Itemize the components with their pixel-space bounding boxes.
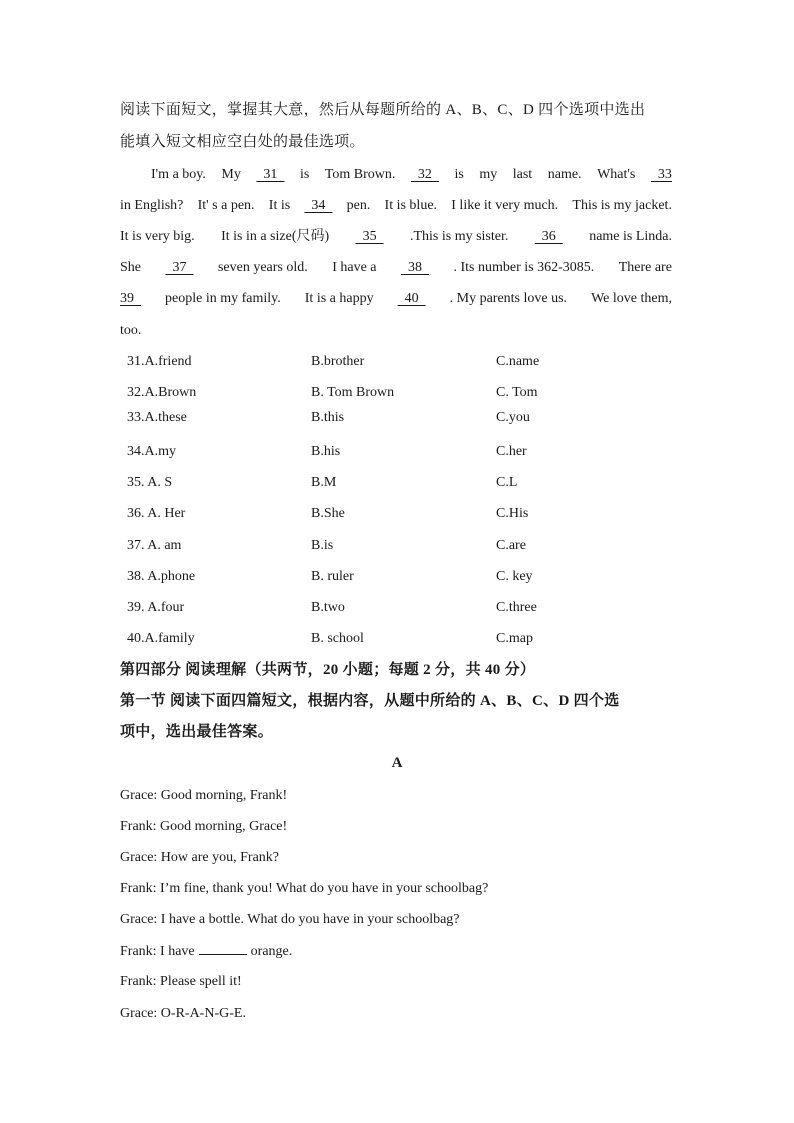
passage-text: There are [618,260,672,275]
passage-text: It is [268,198,291,213]
passage-text: We love them, [591,291,672,306]
dialogue-line-with-blank [120,942,292,961]
passage-text: name is Linda. [589,229,672,244]
passage-line-2 [120,197,672,215]
dialogue-line: Frank: I’m fine, thank you! What do you have in your schoolbag? [120,881,489,896]
passage-text: last [512,167,533,182]
passage-text: my [479,167,498,182]
passage-text: My [221,167,241,182]
section1-instructions-line-2: 项中，选出最佳答案。 [120,724,274,740]
dialogue-line: Grace: I have a bottle. What do you have in your schoolbag? [120,912,460,927]
passage-text: I have a [332,260,377,275]
blank-40: 40 [397,291,426,306]
option-b: B. school [311,631,364,646]
passage-text: It' s a pen. [197,198,255,213]
option-c: C. Tom [496,385,538,400]
passage-line-5 [120,290,672,308]
option-c: C.you [496,410,530,425]
dialogue-line: Grace: How are you, Frank? [120,850,279,865]
blank-39: 39 [120,291,141,306]
passage-text: is [454,167,464,182]
option-c: C. key [496,569,533,584]
blank-31: 31 [256,167,285,182]
passage-text: seven years old. [217,260,308,275]
option-a: 39. A.four [127,600,185,615]
option-c: C.her [496,444,527,459]
dialogue-line: Grace: O-R-A-N-G-E. [120,1006,246,1021]
passage-text: . Its number is 362-3085. [453,260,595,275]
passage-text: people in my family. [165,291,281,306]
option-a: 40.A.family [127,631,195,646]
passage-text: What's [597,167,636,182]
option-a: 31.A.friend [127,354,192,369]
section1-instructions-line-1: 第一节 阅读下面四篇短文，根据内容，从题中所给的 A、B、C、D 四个选 [120,693,620,709]
option-c: C.three [496,600,537,615]
option-b: B. Tom Brown [311,385,395,400]
part4-heading: 第四部分 阅读理解（共两节，20 小题；每题 2 分，共 40 分） [120,662,536,678]
passage-text: .This is my sister. [409,229,509,244]
option-b: B.his [311,444,341,459]
passage-text: It is blue. [384,198,438,213]
passage-text: It is in a size(尺码) [221,229,330,244]
dialogue-line: Frank: Please spell it! [120,974,242,989]
option-c: C.are [496,538,526,553]
option-a: 35. A. S [127,475,173,490]
answer-blank [199,942,247,955]
option-c: C.map [496,631,533,646]
passage-text: . My parents love us. [449,291,568,306]
passage-line-1 [151,166,672,184]
blank-33: 33 [650,167,672,182]
dialogue-line: Frank: Good morning, Grace! [120,819,288,834]
option-b: B.this [311,410,345,425]
blank-34: 34 [304,198,333,213]
option-c: C.name [496,354,540,369]
passage-text: It is very big. [120,229,195,244]
passage-text: name. [547,167,582,182]
passage-text: in English? [120,198,184,213]
passage-text: This is my jacket. [572,198,672,213]
option-c: C.His [496,506,529,521]
blank-36: 36 [534,229,563,244]
blank-38: 38 [401,260,429,275]
option-a: 32.A.Brown [127,385,197,400]
blank-37: 37 [165,260,194,275]
option-b: B.brother [311,354,365,369]
blank-32: 32 [410,167,439,182]
option-b: B.is [311,538,334,553]
option-a: 37. A. am [127,538,182,553]
passage-text: She [120,260,141,275]
passage-text: is [299,167,310,182]
option-b: B.two [311,600,345,615]
option-b: B. ruler [311,569,354,584]
option-a: 33.A.these [127,410,187,425]
passage-line-3 [120,228,672,246]
passage-text: It is a happy [304,291,374,306]
instructions-line-2: 能填入短文相应空白处的最佳选项。 [120,134,365,150]
passage-text: I'm a boy. [151,167,206,182]
option-a: 38. A.phone [127,569,196,584]
option-a: 34.A.my [127,444,176,459]
instructions-line-1: 阅读下面短文，掌握其大意，然后从每题所给的 A、B、C、D 四个选项中选出 [120,102,646,118]
option-b: B.M [311,475,337,490]
dialogue-text: Frank: I have [120,944,195,959]
passage-text: I like it very much. [451,198,559,213]
passage-line-4 [120,259,672,277]
option-a: 36. A. Her [127,506,186,521]
option-c: C.L [496,475,518,490]
dialogue-text: orange. [250,944,293,959]
option-b: B.She [311,506,345,521]
blank-35: 35 [355,229,384,244]
dialogue-line: Grace: Good morning, Frank! [120,788,288,803]
passage-line-6: too. [120,323,142,338]
passage-text: pen. [346,198,371,213]
passage-text: Tom Brown. [324,167,396,182]
passage-a-label: A [391,755,403,771]
